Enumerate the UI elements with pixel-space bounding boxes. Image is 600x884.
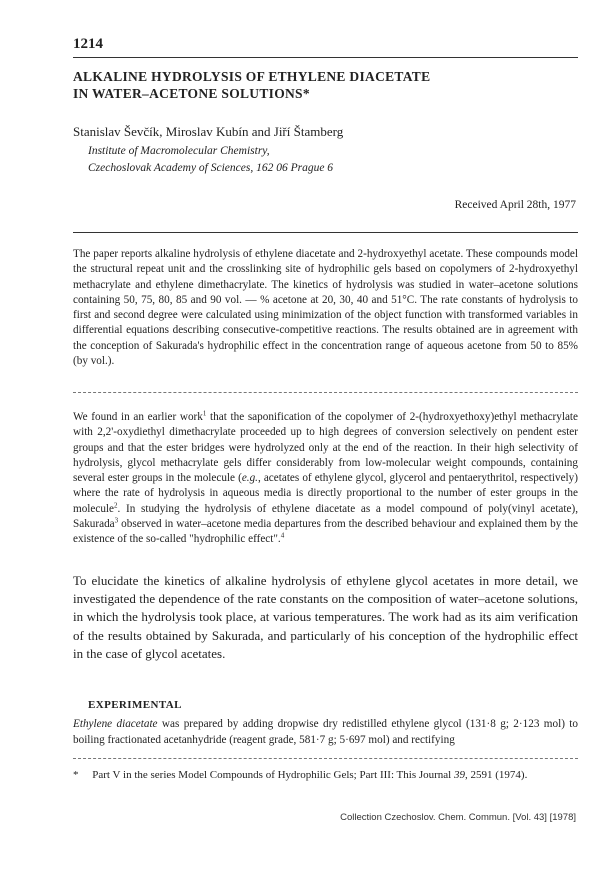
abstract-bottom-rule bbox=[73, 392, 578, 393]
institution bbox=[88, 143, 333, 177]
footnote: * Part V in the series Model Compounds of Hydrophilic Gels; Part III: This Journal 39, 2591 (1974). bbox=[73, 769, 528, 781]
section-heading: EXPERIMENTAL bbox=[88, 699, 182, 711]
ref-3: 3 bbox=[114, 516, 119, 525]
header-rule bbox=[73, 57, 578, 58]
experimental-paragraph: Ethylene diacetate was prepared by adding dropwise dry redistilled ethylene glycol (131·8 g; 2·123 mol) to boiling fractionated acetanhydride (reagent grade, 581·7 g; 5·697 mol) and rectifying bbox=[73, 718, 579, 746]
journal-footer: Collection Czechoslov. Chem. Commun. [Vol. 43] [1978] bbox=[340, 812, 576, 823]
body-paragraph: To elucidate the kinetics of alkaline hydrolysis of ethylene glycol acetates in more detail, we investigated the dependence of the rate constants on the composition of water–acetone solutions, in which the hydrolysis took place, at various temperatures. The work had as its aim verification of the results obtained by Sakurada, and particularly of his conception of the hydrophilic effect in the case of glycol acetates. bbox=[73, 573, 578, 661]
authors: Stanislav Ševčík, Miroslav Kubín and Jiří Štamberg bbox=[73, 124, 344, 139]
article-title bbox=[73, 68, 573, 102]
abstract: The paper reports alkaline hydrolysis of ethylene diacetate and 2-hydroxyethyl acetate. These compounds model the structural repeat unit and the crosslinking site of hydrophilic gels based on copolymers of 2-hydroxyethyl methacrylate and ethylene dimethacrylate. The kinetics of hydrolysis was studied in water–acetone solutions containing 50, 75, 80, 85 and 90 vol. — % acetone at 20, 30, 40 and 51°C. The rate constants of hydrolysis to first and second degree were calculated using minimization of the object function with transformed variables in differential equations describing consecutive-competitive reactions. The results obtained are in agreement with the conception of Sakurada's hydrophilic effect in the concentration range of aqueous acetone from 50 to 85% (by vol.). bbox=[73, 248, 578, 368]
institution-line-2: Czechoslovak Academy of Sciences, 162 06 Prague 6 bbox=[88, 162, 334, 174]
footnote-rule bbox=[73, 758, 578, 759]
ref-2: 2 bbox=[114, 501, 118, 510]
abstract-top-rule bbox=[73, 232, 578, 233]
ref-1: 1 bbox=[202, 409, 207, 418]
received-date: Received April 28th, 1977 bbox=[454, 199, 576, 211]
experimental-term: Ethylene diacetate bbox=[73, 718, 158, 730]
page-number: 1214 bbox=[73, 36, 103, 52]
title-line-1: ALKALINE HYDROLYSIS OF ETHYLENE DIACETATE bbox=[73, 69, 431, 84]
ref-4: 4 bbox=[280, 531, 285, 540]
institution-line-1: Institute of Macromolecular Chemistry, bbox=[88, 145, 270, 157]
title-line-2: IN WATER–ACETONE SOLUTIONS* bbox=[73, 86, 310, 101]
intro-paragraph: We found in an earlier work$^1$ that the saponification of the copolymer of 2-(hydroxyethoxy)ethyl methacrylate with 2,2'-oxydiethyl dimethacrylate proceeded up to high degrees of conversion selectively on pendent ester groups and that the ester bridges were hydrolyzed only at the end of the reaction. In their high selectivity of hydrolysis, glycol methacrylate gels differ considerably from low-molecular weight compounds, containing several ester groups in the molecule (e.g., acetates of ethylene glycol, glycerol and pentaerythritol, respectively) where the rate of hydrolysis in aqueous media is directly proportional to the number of ester groups in the molecule$^2$. In studying the hydrolysis of ethylene diacetate as a model compound of poly(vinyl acetate), Sakurada$^3$ observed in water–acetone media departures from the described behaviour and explained them by the existence of the so-called "hydrophilic effect".$^4$ bbox=[73, 409, 579, 546]
